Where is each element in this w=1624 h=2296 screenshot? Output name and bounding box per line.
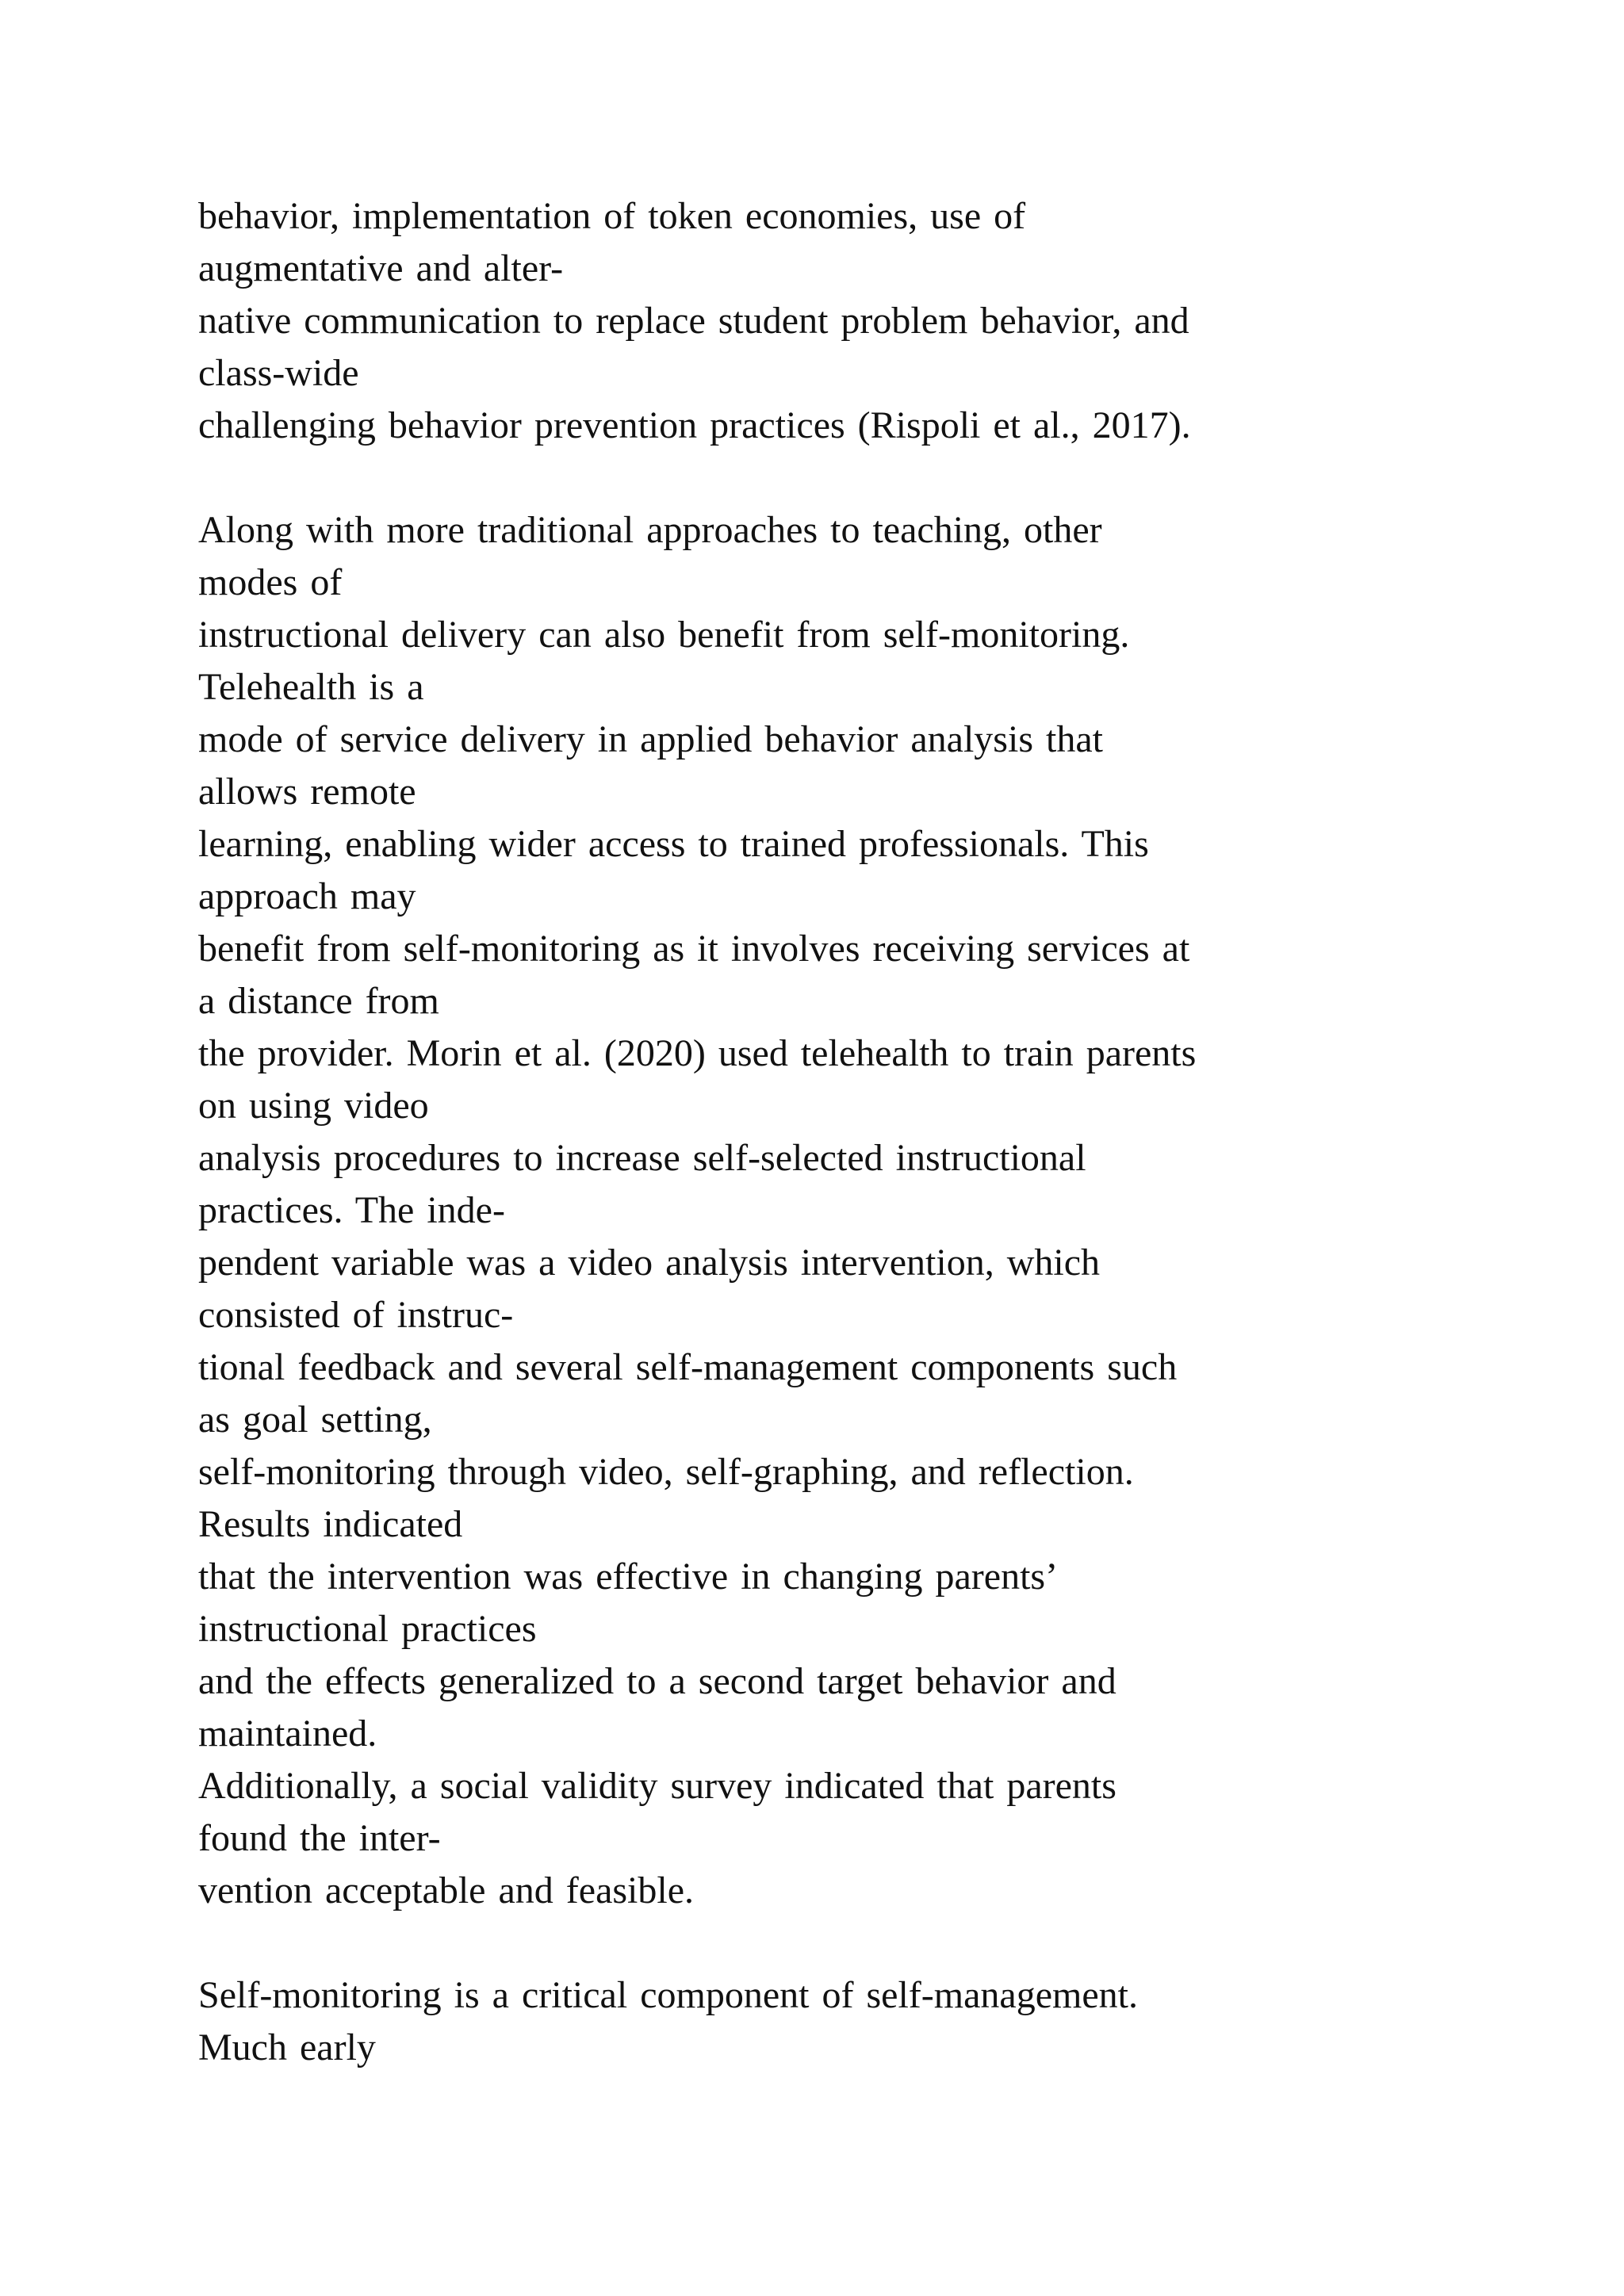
text-line: instructional practices [198, 1608, 537, 1650]
paragraph-1 [198, 190, 1467, 452]
text-line: and the effects generalized to a second target behavior and [198, 1660, 1116, 1702]
text-line: analysis procedures to increase self-selected instructional [198, 1137, 1086, 1179]
body-text [198, 190, 1467, 2074]
text-line: vention acceptable and feasible. [198, 1869, 695, 1911]
text-line: modes of [198, 561, 343, 603]
paragraph-spacer [198, 1917, 1467, 1969]
text-line: on using video [198, 1085, 429, 1127]
text-line: consisted of instruc- [198, 1294, 514, 1336]
text-line: behavior, implementation of token economies, use of [198, 195, 1026, 237]
text-line: Telehealth is a [198, 666, 424, 708]
text-line: practices. The inde- [198, 1189, 505, 1231]
text-line: approach may [198, 875, 416, 917]
text-line: self-monitoring through video, self-graphing, and reflection. [198, 1451, 1134, 1493]
text-line: challenging behavior prevention practices (Rispoli et al., 2017). [198, 404, 1191, 446]
text-line: Along with more traditional approaches to teaching, other [198, 509, 1102, 551]
text-line: Additionally, a social validity survey indicated that parents [198, 1765, 1116, 1807]
text-line: maintained. [198, 1712, 377, 1755]
text-line: found the inter- [198, 1817, 441, 1859]
text-line: the provider. Morin et al. (2020) used telehealth to train parents [198, 1032, 1197, 1074]
text-line: instructional delivery can also benefit from self-monitoring. [198, 614, 1130, 656]
text-line: Self-monitoring is a critical component of self-management. [198, 1974, 1138, 2016]
text-line: class-wide [198, 352, 359, 394]
text-line: tional feedback and several self-management components such [198, 1346, 1178, 1388]
paragraph-2 [198, 504, 1467, 1917]
text-line: a distance from [198, 980, 439, 1022]
text-line: mode of service delivery in applied behavior analysis that [198, 718, 1103, 760]
text-line: native communication to replace student problem behavior, and [198, 300, 1189, 342]
text-line: pendent variable was a video analysis intervention, which [198, 1242, 1100, 1284]
text-line: benefit from self-monitoring as it involves receiving services at [198, 928, 1190, 970]
paragraph-spacer [198, 452, 1467, 504]
text-line: learning, enabling wider access to trained professionals. This [198, 823, 1149, 865]
paragraph-3 [198, 1969, 1467, 2074]
text-line: augmentative and alter- [198, 247, 564, 289]
text-line: that the intervention was effective in changing parents’ [198, 1556, 1059, 1598]
text-line: Much early [198, 2026, 376, 2068]
text-line: as goal setting, [198, 1399, 432, 1441]
text-line: Results indicated [198, 1503, 463, 1545]
text-line: allows remote [198, 771, 416, 813]
